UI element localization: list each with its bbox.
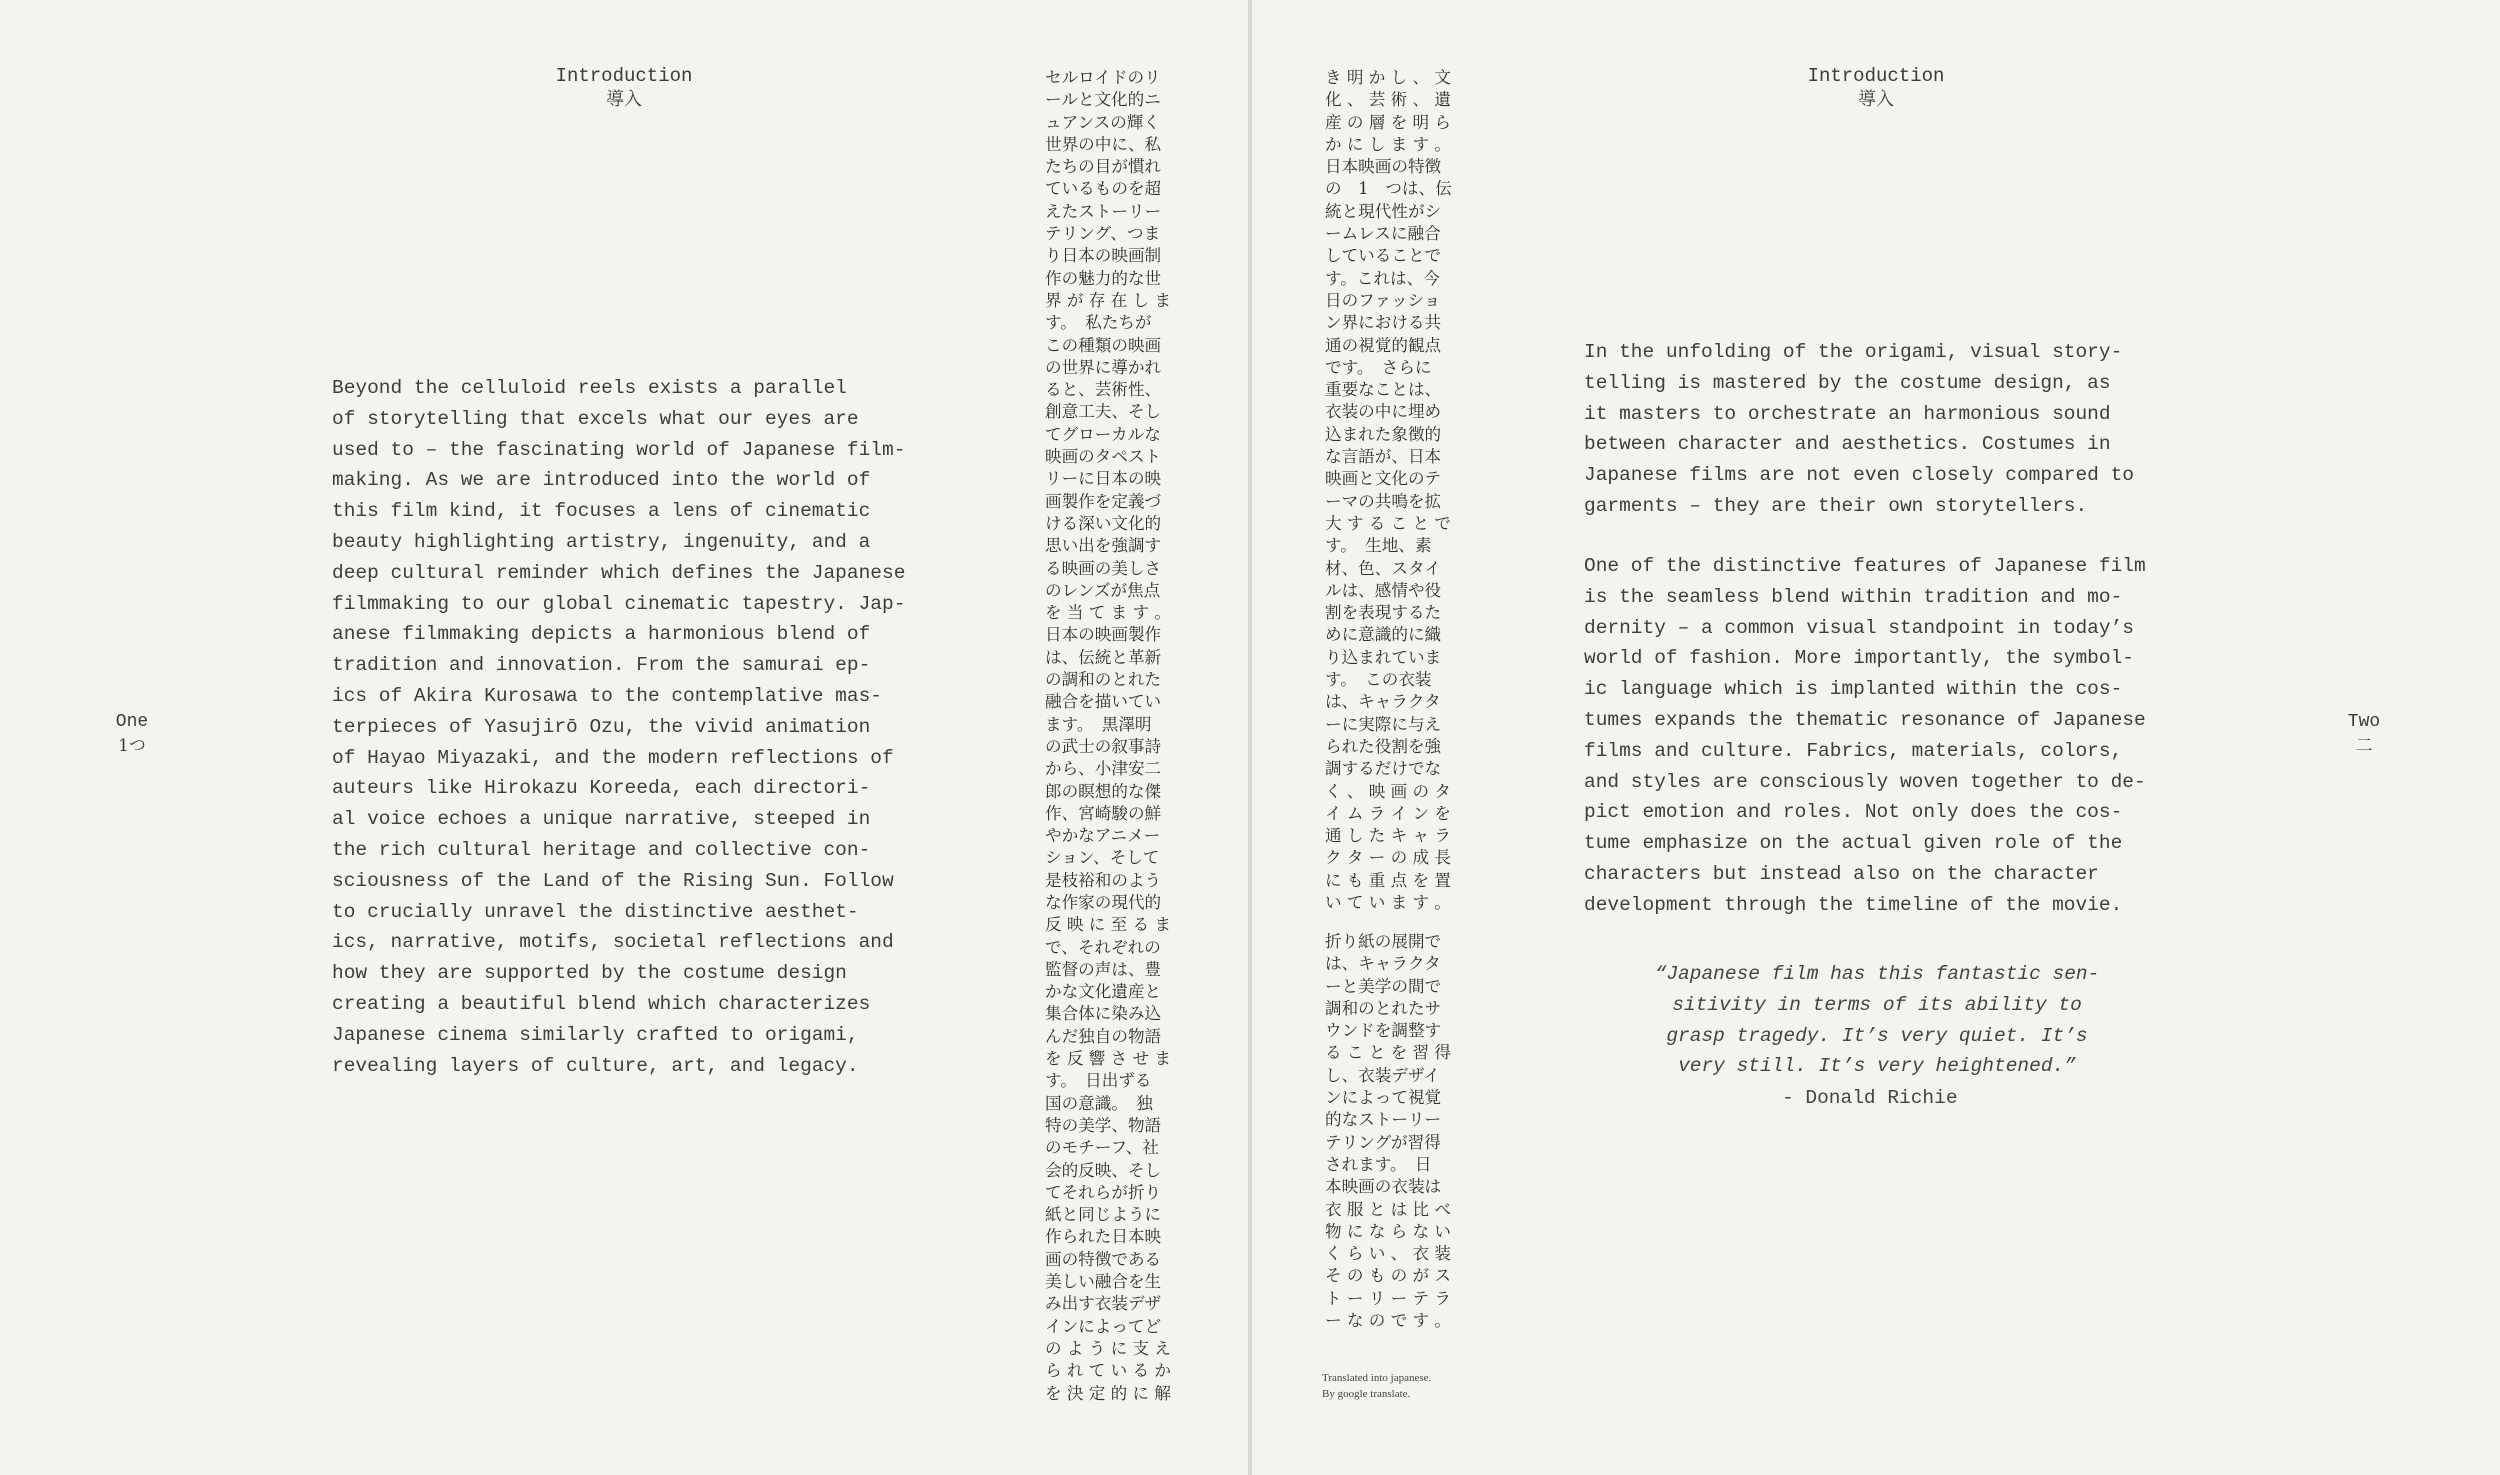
translation-note: Translated into japanese. By google translate.: [1322, 1372, 1432, 1400]
right-english-body-1: In the unfolding of the origami, visual story- telling is mastered by the costume design, as it masters to orchestrate an harmonious sound between character and aesthetics. Costumes in Japanese films are not even closely compared to garments – they are their own storytellers.: [1584, 341, 2134, 517]
left-marker-english: One: [115, 712, 149, 732]
left-japanese-body: セルロイドのリ ールと文化的ニ ュアンスの輝く 世界の中に、私 たちの目が慣れ ているものを超 えたストーリー テリング、つま り日本の映画制 作の魅力的な世 界 が 存 在 し ま す。 私たちが この種類の映画 の世界に導かれ ると、芸術性、 創意工夫、そし てグローカルな 映画のタペスト リーに日本の映 画製作を定義づ ける深い文化的 思い出を強調す る映画の美しさ のレンズが焦点 を 当 て ま す 。 日本の映画製作 は、伝統と革新 の調和のとれた 融合を描いてい ます。 黒澤明 の武士の叙事詩 から、小津安二 郎の瞑想的な傑 作、宮崎駿の鮮 やかなアニメー ション、そして 是枝裕和のよう な作家の現代的 反 映 に 至 る ま で、それぞれの 監督の声は、豊 かな文化遺産と 集合体に染み込 んだ独自の物語 を 反 響 さ せ ま す。 日出ずる 国の意識。 独 特の美学、物語 のモチーフ、社 会的反映、そし てそれらが折り 紙と同じように 作られた日本映 画の特徴である 美しい融合を生 み出す衣装デザ インによってど の よ う に 支 え ら れ て い る か を 決 定 的 に 解: [1045, 68, 1171, 1403]
pull-quote: “Japanese film has this fantastic sen- sitivity in terms of its ability to grasp tragedy. It’s very quiet. It’s very still. It’s very heightened.”: [1654, 963, 2100, 1078]
right-header-english: Introduction: [1807, 65, 1945, 87]
left-page: [0, 0, 1248, 1475]
right-page-header: [1726, 64, 2026, 112]
right-page: [1252, 0, 2500, 1475]
left-section-marker: [110, 710, 154, 758]
right-english-body-2: One of the distinctive features of Japanese film is the seamless blend within tradition and mo- dernity – a common visual standpoint in today’s world of fashion. More importantly, the symbol- ic language which is implanted within the cos- tumes expands the thematic resonance of Japanese films and culture. Fabrics, materials, colors, and styles are consciously woven together to de- pict emotion and roles. Not only does the cos- tume emphasize on the actual given role of the characters but instead also on the character development through the timeline of the movie.: [1584, 555, 2146, 916]
right-japanese-body-1: き 明 か し 、 文 化 、 芸 術 、 遺 産 の 層 を 明 ら か に し ま す 。 日本映画の特徴 の 1 つは、伝 統と現代性がシ ームレスに融合 していることで す。これは、今 日のファッショ ン界における共 通の視覚的観点 です。 さらに 重要なことは、 衣装の中に埋め 込まれた象徴的 な言語が、日本 映画と文化のテ ーマの共鳴を拡 大 す る こ と で す。 生地、素 材、色、スタイ ルは、感情や役 割を表現するた めに意識的に織 り込まれていま す。 この衣装 は、キャラクタ ーに実際に与え られた役割を強 調するだけでな く 、 映 画 の タ イ ム ラ イ ン を 通 し た キ ャ ラ ク タ ー の 成 長 に も 重 点 を 置 い て い ま す 。: [1325, 68, 1452, 912]
right-section-marker: [2342, 710, 2386, 758]
left-marker-japanese: 1つ: [118, 736, 146, 756]
right-japanese-body-2: 折り紙の展開で は、キャラクタ ーと美学の間で 調和のとれたサ ウンドを調整す る こ と を 習 得 し、衣装デザイ ンによって視覚 的なストーリー テリングが習得 されます。 日 本映画の衣装は 衣 服 と は 比 べ 物 に な ら な い く ら い 、 衣 装 そ の も の が ス ト ー リ ー テ ラ ー な の で す 。: [1325, 932, 1451, 1331]
left-page-header: [474, 64, 774, 112]
right-header-japanese: 導入: [1858, 89, 1894, 110]
right-marker-english: Two: [2347, 712, 2381, 732]
right-marker-japanese: 二: [2355, 736, 2373, 756]
left-english-body: Beyond the celluloid reels exists a parallel of storytelling that excels what our eyes are used to – the fascinating world of Japanese film- making. As we are introduced into the world of this film kind, it focuses a lens of cinematic beauty highlighting artistry, ingenuity, and a deep cultural reminder which defines the Japanese filmmaking to our global cinematic tapestry. Jap- anese filmmaking depicts a harmonious blend of tradition and innovation. From the samurai ep- ics of Akira Kurosawa to the contemplative mas- terpieces of Yasujirō Ozu, the vivid animation of Hayao Miyazaki, and the modern reflections of auteurs like Hirokazu Koreeda, each directori- al voice echoes a unique narrative, steeped in the rich cultural heritage and collective con- sciousness of the Land of the Rising Sun. Follow to crucially unravel the distinctive aesthet- ics, narrative, motifs, societal reflections and how they are supported by the costume design creating a beautiful blend which characterizes Japanese cinema similarly crafted to origami, revealing layers of culture, art, and legacy.: [332, 377, 906, 1077]
quote-attribution: - Donald Richie: [1782, 1087, 1958, 1109]
left-header-english: Introduction: [555, 65, 693, 87]
left-header-japanese: 導入: [606, 89, 642, 110]
